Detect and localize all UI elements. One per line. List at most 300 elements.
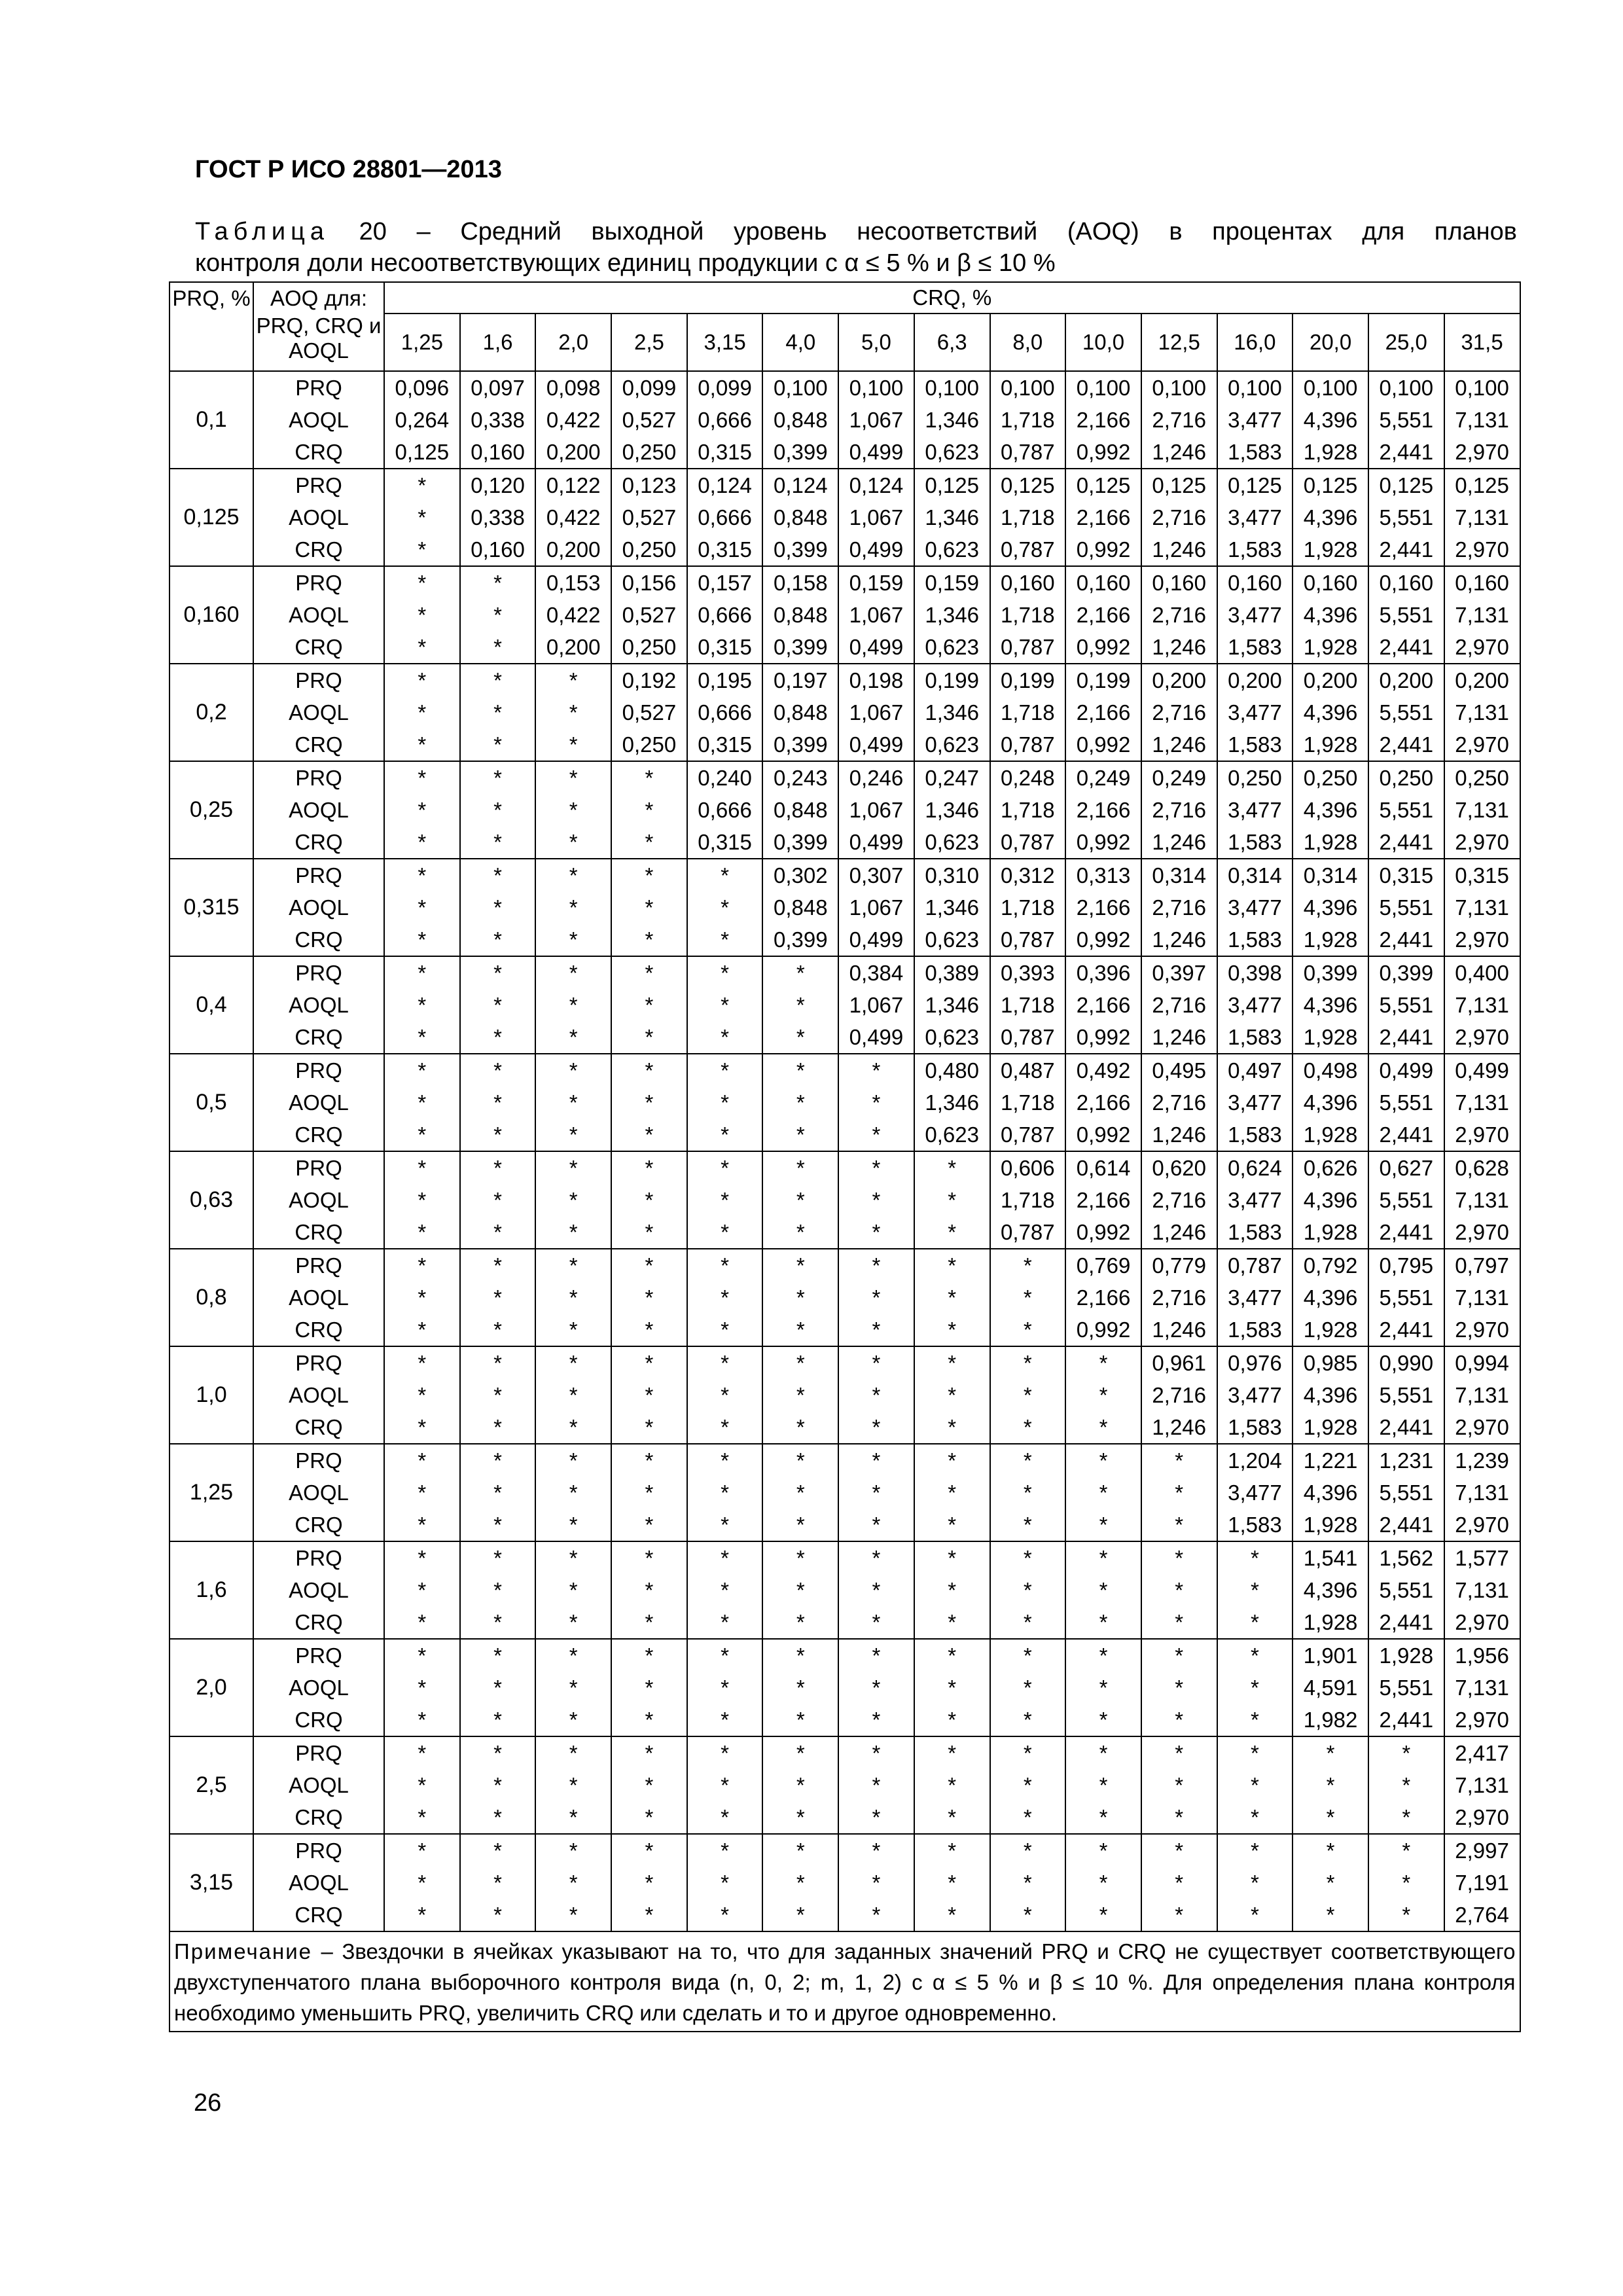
table-cell: * [384,469,460,501]
table-cell: * [990,1574,1066,1606]
table-cell: * [762,1314,838,1346]
table-cell: * [611,1639,687,1672]
table-cell: * [460,1054,536,1086]
table-cell: 0,100 [1368,371,1444,404]
table-cell: 0,159 [914,566,990,599]
table-cell: * [1065,1346,1141,1379]
table-row [169,826,1520,859]
table-cell: 0,197 [762,664,838,696]
table-cell: * [838,1249,914,1282]
table-row [169,794,1520,826]
table-cell: 2,441 [1368,1021,1444,1054]
table-cell: * [762,1867,838,1899]
row-label: CRQ [253,1216,384,1249]
table-cell: * [687,1151,763,1184]
table-cell: * [384,1606,460,1639]
table-cell: * [914,1282,990,1314]
table-cell: 0,990 [1368,1346,1444,1379]
table-cell: 2,441 [1368,436,1444,469]
table-cell: * [535,1736,611,1769]
table-row [169,664,1520,696]
table-cell: 2,441 [1368,533,1444,566]
table-cell: * [460,1444,536,1477]
table-cell: * [384,1249,460,1282]
table-cell: 0,200 [535,533,611,566]
table-cell: 0,100 [1217,371,1293,404]
table-cell: 2,441 [1368,1216,1444,1249]
table-cell: * [838,1379,914,1411]
table-cell: * [611,1899,687,1931]
table-cell: * [762,1184,838,1216]
table-cell: * [914,1444,990,1477]
note-text: – Звездочки в ячейках указывают на то, что для заданных значений PRQ и CRQ не существует соответствующего двухступенчатого плана выборочного контроля вида (n, 0, 2; m, 1, 2) с α ≤ 5 % и β ≤ 10 %. Для определения плана контроля необходимо уменьшить PRQ, увеличить CRQ или сделать и то и другое одновременно. [174,1939,1516,2025]
table-cell: * [611,1704,687,1736]
table-cell: 0,527 [611,696,687,728]
table-cell: 1,901 [1293,1639,1368,1672]
table-cell: * [762,1086,838,1119]
table-cell: * [914,1801,990,1834]
table-cell: * [762,1672,838,1704]
table-cell: * [535,1021,611,1054]
table-cell: * [384,696,460,728]
table-cell: * [914,1346,990,1379]
table-cell: 0,787 [990,826,1066,859]
table-cell: * [535,1282,611,1314]
table-cell: * [611,1314,687,1346]
table-cell: * [1065,1672,1141,1704]
table-cell: 1,718 [990,599,1066,631]
table-cell: * [460,1119,536,1151]
table-cell: * [687,1477,763,1509]
table-cell: 0,384 [838,956,914,989]
table-cell: 0,338 [460,501,536,533]
table-cell: 1,067 [838,794,914,826]
table-cell: 5,551 [1368,1477,1444,1509]
table-cell: 1,583 [1217,924,1293,956]
table-cell: 7,131 [1444,794,1520,826]
table-cell: 0,250 [1293,761,1368,794]
table-cell: * [384,1184,460,1216]
table-cell: * [611,1672,687,1704]
table-cell: * [990,1639,1066,1672]
table-cell: * [535,956,611,989]
crq-column-header: 25,0 [1368,314,1444,371]
table-cell: * [838,1606,914,1639]
table-cell: 0,315 [687,533,763,566]
table-cell: 0,399 [762,728,838,761]
table-cell: 0,848 [762,696,838,728]
row-label: CRQ [253,1899,384,1931]
table-cell: 1,718 [990,696,1066,728]
crq-column-header: 2,0 [535,314,611,371]
table-cell: 1,346 [914,404,990,436]
table-row [169,1704,1520,1736]
table-cell: 2,166 [1065,696,1141,728]
table-cell: * [611,1249,687,1282]
table-cell: 2,716 [1141,1282,1217,1314]
table-cell: 0,992 [1065,1216,1141,1249]
table-cell: 0,200 [535,436,611,469]
table-cell: 5,551 [1368,891,1444,924]
row-label: PRQ [253,1054,384,1086]
table-row [169,1151,1520,1184]
table-cell: 1,246 [1141,631,1217,664]
table-cell: * [611,1119,687,1151]
table-cell: * [1217,1704,1293,1736]
row-label: CRQ [253,1606,384,1639]
table-cell: 0,250 [611,533,687,566]
table-cell: * [611,1411,687,1444]
table-cell: * [1141,1574,1217,1606]
table-cell: * [762,1119,838,1151]
table-cell: 0,098 [535,371,611,404]
table-cell: * [535,1574,611,1606]
table-cell: * [611,1282,687,1314]
table-cell: * [687,1672,763,1704]
table-cell: * [914,1379,990,1411]
table-cell: * [535,1249,611,1282]
table-cell: * [914,1867,990,1899]
table-cell: * [762,1639,838,1672]
page-number: 26 [194,2089,222,2117]
table-cell: * [1065,1899,1141,1931]
row-label: CRQ [253,1509,384,1541]
table-cell: 1,928 [1293,1411,1368,1444]
table-cell: * [1141,1509,1217,1541]
table-cell: 0,159 [838,566,914,599]
row-label: AOQL [253,501,384,533]
table-cell: 5,551 [1368,696,1444,728]
table-cell: 2,970 [1444,1411,1520,1444]
row-label: PRQ [253,371,384,404]
table-cell: * [460,1151,536,1184]
table-cell: 0,624 [1217,1151,1293,1184]
table-cell: * [535,1899,611,1931]
table-cell: * [535,1867,611,1899]
table-cell: 0,992 [1065,924,1141,956]
table-row [169,1509,1520,1541]
table-cell: 1,928 [1293,631,1368,664]
table-cell: 2,997 [1444,1834,1520,1867]
table-row [169,1867,1520,1899]
table-cell: 0,160 [1293,566,1368,599]
prq-value: 0,125 [169,469,253,566]
table-cell: 2,166 [1065,1282,1141,1314]
table-cell: 4,396 [1293,1282,1368,1314]
crq-column-header: 16,0 [1217,314,1293,371]
table-row [169,956,1520,989]
table-cell: 0,338 [460,404,536,436]
table-row [169,1801,1520,1834]
table-cell: * [762,1834,838,1867]
table-cell: 2,441 [1368,728,1444,761]
table-cell: * [914,1216,990,1249]
table-cell: 2,970 [1444,631,1520,664]
crq-column-header: 31,5 [1444,314,1520,371]
table-cell: * [384,794,460,826]
table-cell: * [535,1704,611,1736]
table-cell: 0,312 [990,859,1066,891]
table-cell: * [384,761,460,794]
table-cell: 0,124 [762,469,838,501]
table-cell: 0,160 [1368,566,1444,599]
table-cell: 1,718 [990,989,1066,1021]
table-cell: 0,787 [990,631,1066,664]
table-row [169,1314,1520,1346]
table-cell: * [990,1379,1066,1411]
table-cell: * [838,1054,914,1086]
table-cell: 0,623 [914,1119,990,1151]
table-cell: 0,399 [1293,956,1368,989]
table-cell: 2,441 [1368,826,1444,859]
table-row [169,371,1520,404]
table-cell: 4,396 [1293,1086,1368,1119]
table-cell: 1,583 [1217,1021,1293,1054]
table-cell: 0,246 [838,761,914,794]
table-cell: * [611,1541,687,1574]
crq-column-header: 6,3 [914,314,990,371]
table-cell: * [611,1021,687,1054]
table-cell: 0,398 [1217,956,1293,989]
table-cell: 5,551 [1368,501,1444,533]
table-cell: * [838,1867,914,1899]
table-cell: 0,666 [687,404,763,436]
table-cell: * [611,1769,687,1801]
table-cell: 0,787 [990,1119,1066,1151]
table-cell: * [1217,1736,1293,1769]
table-cell: * [460,631,536,664]
table-cell: 1,067 [838,696,914,728]
table-cell: 0,992 [1065,533,1141,566]
table-cell: * [1141,1769,1217,1801]
row-label: CRQ [253,1021,384,1054]
table-cell: * [838,1509,914,1541]
table-cell: * [687,1444,763,1477]
table-cell: 7,131 [1444,1672,1520,1704]
table-cell: 0,243 [762,761,838,794]
table-cell: 5,551 [1368,599,1444,631]
table-cell: * [535,1444,611,1477]
table-cell: 0,200 [1368,664,1444,696]
table-cell: 1,067 [838,404,914,436]
table-cell: 1,346 [914,599,990,631]
prq-value: 1,25 [169,1444,253,1541]
table-cell: 2,716 [1141,599,1217,631]
prq-value: 0,25 [169,761,253,859]
prq-value: 0,1 [169,371,253,469]
table-cell: * [762,1444,838,1477]
table-cell: * [535,1541,611,1574]
table-cell: * [611,1216,687,1249]
table-row [169,1216,1520,1249]
table-row [169,1834,1520,1867]
table-caption [195,216,1517,279]
table-cell: * [762,1249,838,1282]
table-cell: 0,787 [990,728,1066,761]
table-cell: * [687,1119,763,1151]
table-cell: * [838,1801,914,1834]
table-cell: * [990,1444,1066,1477]
table-cell: * [460,1411,536,1444]
row-label: PRQ [253,664,384,696]
prq-value: 1,6 [169,1541,253,1639]
table-cell: 2,441 [1368,1119,1444,1151]
table-cell: * [838,1444,914,1477]
prq-value: 0,2 [169,664,253,761]
crq-column-header: 10,0 [1065,314,1141,371]
table-cell: * [384,501,460,533]
row-label: AOQL [253,1769,384,1801]
table-cell: * [990,1606,1066,1639]
table-cell: * [914,1899,990,1931]
table-cell: * [535,1216,611,1249]
table-cell: * [535,1672,611,1704]
table-row [169,1444,1520,1477]
table-cell: 1,346 [914,1086,990,1119]
table-cell: 7,131 [1444,1769,1520,1801]
table-cell: 0,314 [1293,859,1368,891]
table-cell: 0,100 [1444,371,1520,404]
table-cell: 0,264 [384,404,460,436]
table-cell: 0,153 [535,566,611,599]
table-cell: 7,131 [1444,891,1520,924]
table-cell: * [611,1054,687,1086]
table-cell: 0,614 [1065,1151,1141,1184]
table-cell: 0,199 [990,664,1066,696]
table-cell: * [1293,1736,1368,1769]
table-cell: * [762,989,838,1021]
table-cell: 0,787 [990,533,1066,566]
table-cell: * [990,1801,1066,1834]
table-cell: 3,477 [1217,891,1293,924]
table-cell: 0,499 [1368,1054,1444,1086]
table-cell: 1,246 [1141,1021,1217,1054]
table-cell: * [535,1184,611,1216]
table-cell: 1,346 [914,891,990,924]
table-cell: * [1065,1736,1141,1769]
table-cell: * [687,1314,763,1346]
table-cell: * [384,1314,460,1346]
prq-value: 0,63 [169,1151,253,1249]
table-cell: 0,666 [687,501,763,533]
table-cell: * [1368,1736,1444,1769]
table-cell: 2,716 [1141,989,1217,1021]
table-cell: * [384,989,460,1021]
table-cell: * [838,1541,914,1574]
table-row [169,1541,1520,1574]
table-cell: 0,240 [687,761,763,794]
table-cell: 0,399 [762,533,838,566]
table-cell: * [1141,1867,1217,1899]
table-cell: * [838,1086,914,1119]
crq-column-header: 8,0 [990,314,1066,371]
table-cell: * [1293,1867,1368,1899]
caption-line-2: контроля доли несоответствующих единиц продукции с α ≤ 5 % и β ≤ 10 % [195,249,1056,277]
table-cell: 0,787 [1217,1249,1293,1282]
table-cell: * [1065,1541,1141,1574]
row-label: CRQ [253,1704,384,1736]
table-cell: * [687,1216,763,1249]
table-cell: * [611,891,687,924]
table-cell: 4,591 [1293,1672,1368,1704]
table-cell: * [611,924,687,956]
prq-value: 2,5 [169,1736,253,1834]
table-cell: * [1065,1801,1141,1834]
table-row [169,1184,1520,1216]
table-cell: 0,160 [1065,566,1141,599]
table-cell: * [535,989,611,1021]
table-cell: 0,399 [1368,956,1444,989]
table-cell: * [762,1606,838,1639]
table-cell: 2,441 [1368,1704,1444,1736]
table-cell: 5,551 [1368,1282,1444,1314]
table-cell: 0,100 [762,371,838,404]
table-row [169,1736,1520,1769]
table-cell: * [460,1899,536,1931]
table-row [169,631,1520,664]
table-cell: 0,302 [762,859,838,891]
table-cell: 0,156 [611,566,687,599]
table-cell: * [914,1769,990,1801]
table-cell: 1,718 [990,404,1066,436]
crq-column-header: 20,0 [1293,314,1368,371]
table-cell: * [914,1574,990,1606]
row-label: CRQ [253,631,384,664]
table-cell: * [1141,1834,1217,1867]
table-cell: * [990,1672,1066,1704]
table-cell: 4,396 [1293,1379,1368,1411]
table-cell: 0,200 [1217,664,1293,696]
row-label: CRQ [253,533,384,566]
table-cell: 0,160 [1217,566,1293,599]
document-header: ГОСТ Р ИСО 28801—2013 [195,156,502,183]
prq-value: 0,5 [169,1054,253,1151]
table-cell: 0,787 [990,1021,1066,1054]
table-cell: * [838,1314,914,1346]
table-cell: * [460,1672,536,1704]
table-cell: * [460,566,536,599]
crq-column-header: 1,25 [384,314,460,371]
table-cell: * [1217,1606,1293,1639]
table-cell: 2,441 [1368,1411,1444,1444]
table-cell: 0,200 [1444,664,1520,696]
table-cell: * [460,1704,536,1736]
table-cell: 0,192 [611,664,687,696]
table-cell: * [460,1574,536,1606]
table-cell: 0,160 [460,436,536,469]
table-cell: 5,551 [1368,989,1444,1021]
table-cell: * [990,1867,1066,1899]
table-cell: 2,166 [1065,1184,1141,1216]
table-cell: * [990,1834,1066,1867]
table-cell: 0,250 [1368,761,1444,794]
table-cell: 3,477 [1217,1086,1293,1119]
table-cell: 0,787 [990,924,1066,956]
table-cell: 3,477 [1217,599,1293,631]
table-cell: 0,124 [687,469,763,501]
table-cell: 4,396 [1293,501,1368,533]
table-cell: * [990,1477,1066,1509]
table-cell: * [384,1346,460,1379]
table-cell: 0,848 [762,599,838,631]
table-cell: * [687,1541,763,1574]
table-cell: 3,477 [1217,404,1293,436]
table-cell: * [1141,1672,1217,1704]
table-cell: * [762,1054,838,1086]
table-cell: * [762,1704,838,1736]
table-cell: * [1065,1867,1141,1899]
table-cell: * [990,1736,1066,1769]
